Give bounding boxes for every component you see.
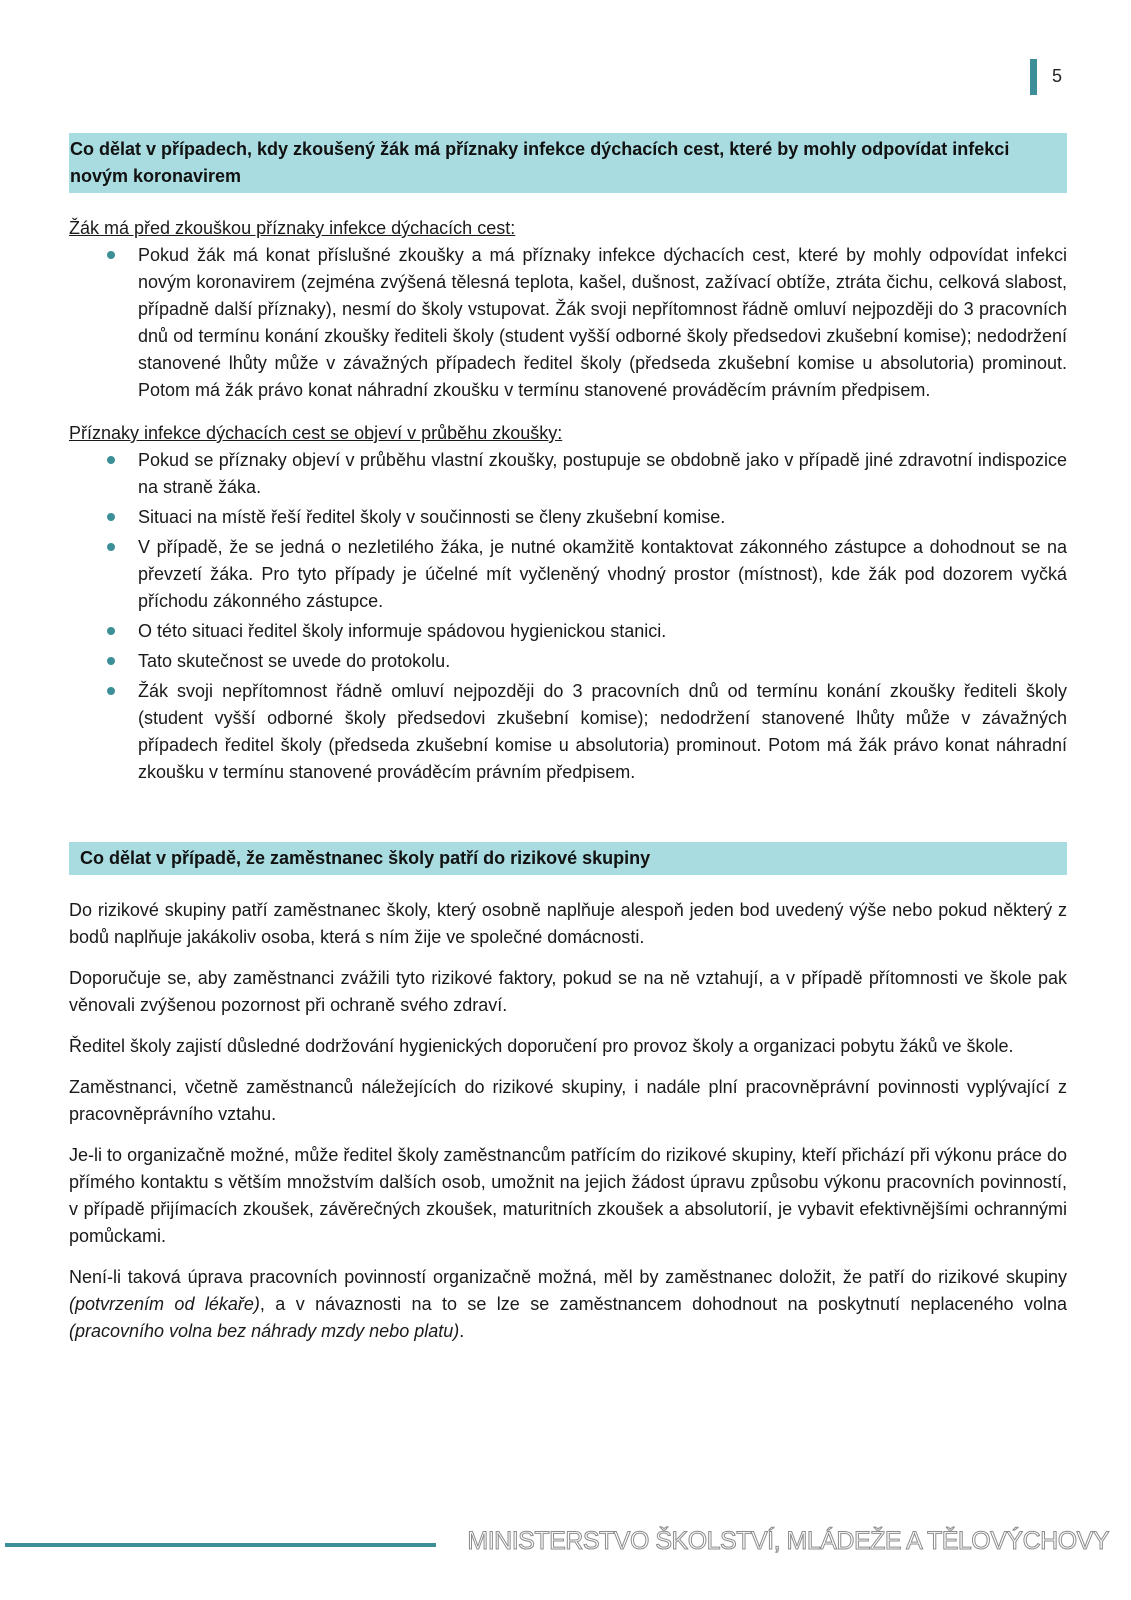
list-item: V případě, že se jedná o nezletilého žáka, je nutné okamžitě kontaktovat zákonného zástupce a dohodnout se na převzetí žáka. Pro tyto případy je účelné mít vyčleněný vhodný prostor (místnost), kde žák pod dozorem vyčká příchodu zákonného zástupce. bbox=[69, 534, 1067, 615]
section-heading-symptoms: Co dělat v případech, kdy zkoušený žák má příznaky infekce dýchacích cest, které by mohly odpovídat infekci novým koronavirem bbox=[69, 133, 1067, 193]
bullet-icon bbox=[107, 543, 115, 551]
paragraph: Je-li to organizačně možné, může ředitel školy zaměstnancům patřícím do rizikové skupiny, kteří přichází při výkonu práce do přímého kontaktu s větším množstvím dalších osob, umožnit na jejich žádost úpravu způsobu výkonu pracovních povinností, v případě přijímacích zkoušek, závěrečných zkoušek, maturitních zkoušek a absolutorií, je vybavit efektivnějšími ochrannými pomůckami. bbox=[69, 1145, 1067, 1246]
list-item: O této situaci ředitel školy informuje spádovou hygienickou stanici. bbox=[69, 618, 1067, 645]
subheading-before-exam: Žák má před zkouškou příznaky infekce dýchacích cest: bbox=[69, 218, 516, 238]
bullet-icon bbox=[107, 627, 115, 635]
page-number: 5 bbox=[1052, 66, 1063, 86]
risk-group-paragraphs bbox=[69, 897, 1067, 1345]
subheading-during-exam: Příznaky infekce dýchacích cest se objeví v průběhu zkoušky: bbox=[69, 423, 563, 443]
list-item: Pokud žák má konat příslušné zkoušky a má příznaky infekce dýchacích cest, které by mohly odpovídat infekci novým koronavirem (zejména zvýšená tělesná teplota, kašel, dušnost, zažívací obtíže, ztráta čichu, celková slabost, případně další příznaky), nesmí do školy vstupovat. Žák svoji nepřítomnost řádně omluví nejpozději do 3 pracovních dnů od termínu konání zkoušky řediteli školy (student vyšší odborné školy předsedovi zkušební komise); nedodržení stanovené lhůty může v závažných případech ředitel školy (předseda zkušební komise u absolutoria) prominout. Potom má žák právo konat náhradní zkoušku v termínu stanovené prováděcím právním předpisem. bbox=[69, 242, 1067, 404]
paragraph: Zaměstnanci, včetně zaměstnanců náležejících do rizikové skupiny, i nadále plní pracovněprávní povinnosti vyplývající z pracovněprávního vztahu. bbox=[69, 1077, 1067, 1124]
paragraph-last: Není-li taková úprava pracovních povinností organizačně možná, měl by zaměstnanec doložit, že patří do rizikové skupiny (potvrzením od lékaře), a v návaznosti na to se lze se zaměstnancem dohodnout na poskytnutí neplaceného volna (pracovního volna bez náhrady mzdy nebo platu). bbox=[69, 1267, 1067, 1341]
list-item: Žák svoji nepřítomnost řádně omluví nejpozději do 3 pracovních dnů od termínu konání zkoušky řediteli školy (student vyšší odborné školy předsedovi zkušební komise); nedodržení stanovené lhůty může v závažných případech ředitel školy (předseda zkušební komise u absolutoria) prominout. Potom má žák právo konat náhradní zkoušku v termínu stanovené prováděcím právním předpisem. bbox=[69, 678, 1067, 786]
list-item: Situaci na místě řeší ředitel školy v součinnosti se členy zkušební komise. bbox=[69, 504, 1067, 531]
bullet-icon bbox=[107, 657, 115, 665]
bullet-icon bbox=[107, 456, 115, 464]
section-heading-risk-group: Co dělat v případě, že zaměstnanec školy patří do rizikové skupiny bbox=[69, 842, 1067, 875]
bullet-list-before-exam bbox=[69, 242, 1067, 404]
paragraph: Ředitel školy zajistí důsledné dodržování hygienických doporučení pro provoz školy a organizaci pobytu žáků ve škole. bbox=[69, 1036, 1014, 1056]
page-number-bar bbox=[1030, 59, 1037, 95]
bullet-icon bbox=[107, 687, 115, 695]
list-item: Tato skutečnost se uvede do protokolu. bbox=[69, 648, 1067, 675]
italic-note: (potvrzením od lékaře) bbox=[69, 1294, 260, 1314]
paragraph: Do rizikové skupiny patří zaměstnanec školy, který osobně naplňuje alespoň jeden bod uvedený výše nebo pokud některý z bodů naplňuje jakákoliv osoba, která s ním žije ve společné domácnosti. bbox=[69, 900, 1067, 947]
bullet-list-during-exam bbox=[69, 447, 1067, 786]
italic-note: (pracovního volna bez náhrady mzdy nebo platu) bbox=[69, 1321, 460, 1341]
document-body bbox=[69, 133, 1067, 1345]
footer-ministry-name: MINISTERSTVO ŠKOLSTVÍ, MLÁDEŽE A TĚLOVÝCHOVY bbox=[467, 1527, 1109, 1555]
bullet-icon bbox=[107, 251, 115, 259]
paragraph: Doporučuje se, aby zaměstnanci zvážili tyto rizikové faktory, pokud se na ně vztahují, a v případě přítomnosti ve škole pak věnovali zvýšenou pozornost při ochraně svého zdraví. bbox=[69, 968, 1067, 1015]
list-item: Pokud se příznaky objeví v průběhu vlastní zkoušky, postupuje se obdobně jako v případě jiné zdravotní indispozice na straně žáka. bbox=[69, 447, 1067, 501]
bullet-icon bbox=[107, 513, 115, 521]
footer-line bbox=[5, 1543, 436, 1547]
